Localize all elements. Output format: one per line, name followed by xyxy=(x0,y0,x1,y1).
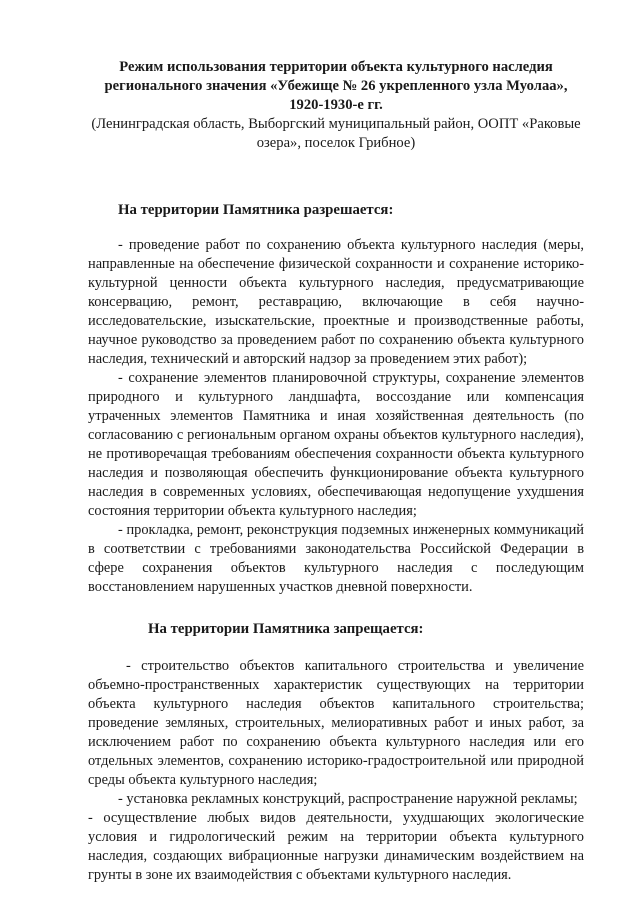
title-line-2: регионального значения «Убежище № 26 укрепленного узла Муолаа», xyxy=(104,78,568,94)
allowed-item-2: - сохранение элементов планировочной структуры, сохранение элементов природного и культурного ландшафта, воссоздание или компенсация утраченных элементов Памятника и иная хозяйственная деятельность (по согласованию с региональным органом охраны объектов культурного наследия), не противоречащая требованиям обеспечения сохранности объекта культурного наследия и позволяющая обеспечить функционирование объекта культурного наследия в современных условиях, обеспечивающая недопущение ухудшения состояния территории объекта культурного наследия; xyxy=(88,370,584,519)
forbidden-heading: На территории Памятника запрещается: xyxy=(148,621,424,637)
document-header xyxy=(88,58,584,153)
forbidden-item-1: - строительство объектов капитального строительства и увеличение объемно-пространственных характеристик существующих на территории объекта культурного наследия объектов капитального строительства; проведение земляных, строительных, мелиоративных работ и иных работ, за исключением работ по сохранению объекта культурного наследия или его отдельных элементов, сохранению историко-градостроительной или природной среды объекта культурного наследия; xyxy=(88,658,584,788)
title-line-1: Режим использования территории объекта культурного наследия xyxy=(119,59,553,75)
forbidden-item-2: - установка рекламных конструкций, распространение наружной рекламы; xyxy=(118,791,578,807)
subtitle-line-2: озера», поселок Грибное) xyxy=(256,135,416,151)
allowed-item-3: - прокладка, ремонт, реконструкция подземных инженерных коммуникаций в соответствии с требованиями законодательства Российской Федерации в сфере сохранения объектов культурного наследия с последующим восстановлением нарушенных участков дневной поверхности. xyxy=(88,522,584,595)
subtitle-line-1: (Ленинградская область, Выборгский муниципальный район, ООПТ «Раковые xyxy=(91,116,581,132)
forbidden-list xyxy=(88,657,584,885)
allowed-heading: На территории Памятника разрешается: xyxy=(118,202,394,218)
forbidden-item-3: - осуществление любых видов деятельности, ухудшающих экологические условия и гидрологический режим на территории объекта культурного наследия, создающих вибрационные нагрузки динамическим воздействием на грунты в зоне их взаимодействия с объектами культурного наследия. xyxy=(88,810,584,883)
allowed-item-1: - проведение работ по сохранению объекта культурного наследия (меры, направленные на обеспечение физической сохранности и сохранение историко-культурной ценности объекта культурного наследия, предусматривающие консервацию, ремонт, реставрацию, включающие в себя научно-исследовательские, изыскательские, проектные и производственные работы, научное руководство за проведением работ по сохранению объекта культурного наследия, технический и авторский надзор за проведением этих работ); xyxy=(88,237,584,367)
title-line-3: 1920-1930-е гг. xyxy=(289,97,383,113)
allowed-list xyxy=(88,236,584,597)
